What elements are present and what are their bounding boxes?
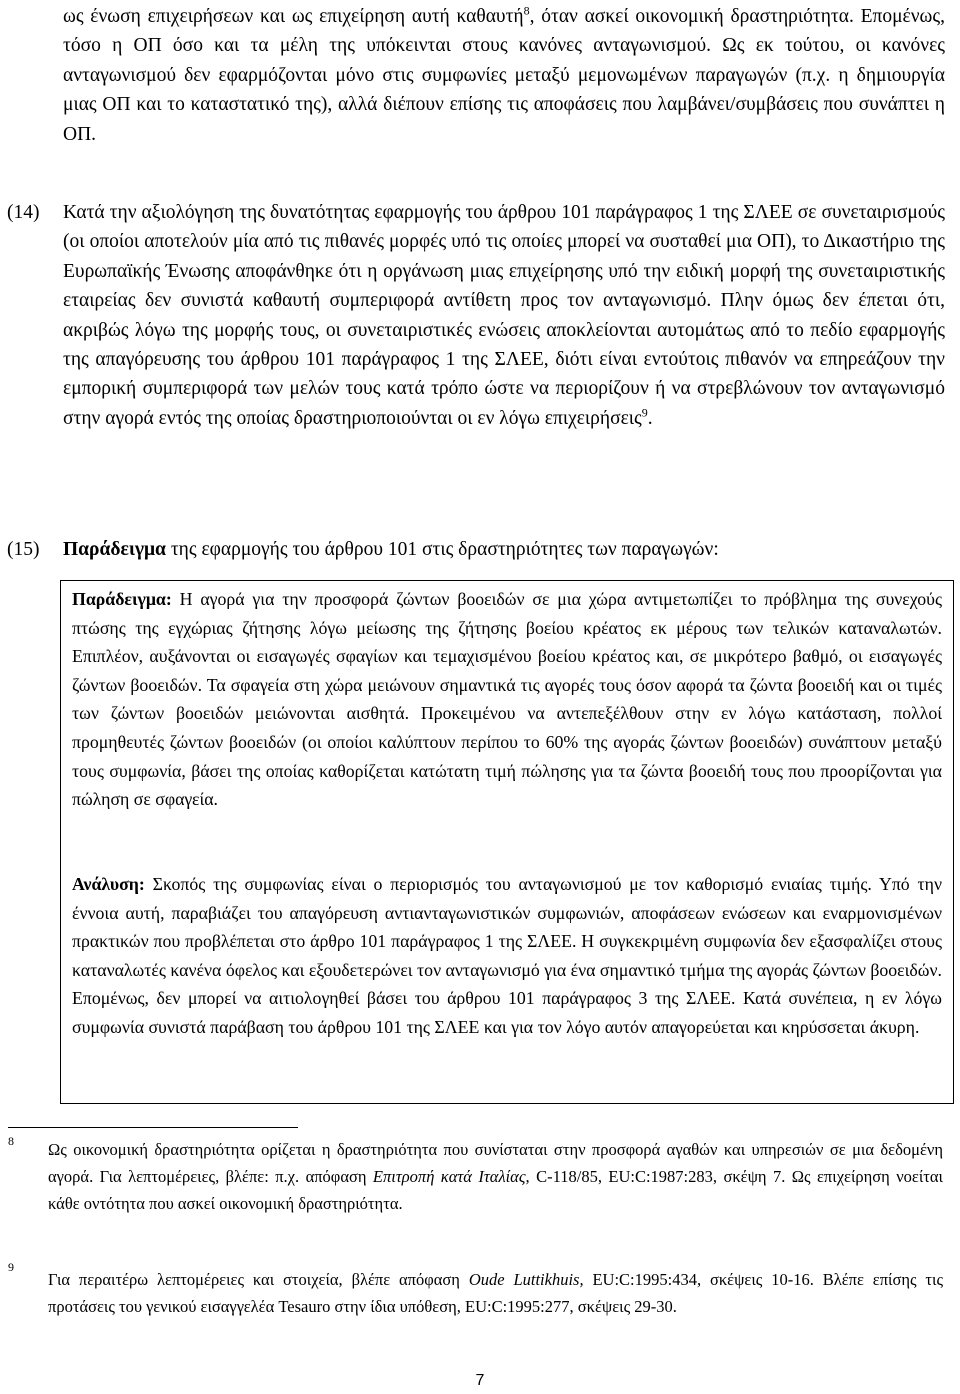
analysis-paragraph [72, 870, 942, 1042]
footnote-9-case-name: Oude Luttikhuis, [468, 1270, 584, 1289]
footnote-9-text-2: EU:C:1995:434, σκέψεις 10-16. Βλέπε επίσης τις προτάσεις του γενικού εισαγγελέα Tesauro στην ίδια υπόθεση, EU:C:1995:277, σκέψεις 29-30. [48, 1270, 944, 1317]
paragraph-14 [63, 198, 945, 433]
paragraph-15-bold: Παράδειγμα [63, 539, 166, 560]
analysis-text: Σκοπός της συμφωνίας είναι ο περιορισμός του ανταγωνισμού με τον καθορισμό ενιαίας τιμής. Υπό την έννοια αυτή, παραβιάζει του απαγόρευση αντιανταγωνιστικών συμφωνιών, αποφάσεων ενώσεων και εναρμονισμένων πρακτικών που προβλέπεται στο άρθρο 101 παράγραφος 1 της ΣΛΕΕ. Η συγκεκριμένη συμφωνία δεν εξασφαλίζει στους καταναλωτές κανένα όφελος και εξουδετερώνει τον ανταγωνισμό για ένα σημαντικό τμήμα της αγοράς ζώντων βοοειδών. Επομένως, δεν μπορεί να αιτιολογηθεί βάσει του άρθρου 101 παράγραφος 3 της ΣΛΕΕ. Κατά συνέπεια, η εν λόγω συμφωνία συνιστά παράβαση του άρθρου 101 της ΣΛΕΕ και για τον λόγο αυτόν απαγορεύεται και κηρύσσεται άκυρη. [72, 874, 942, 1037]
page-number: 7 [475, 1372, 485, 1389]
intro-text-2: , όταν ασκεί οικονομική δραστηριότητα. Επομένως, τόσο η ΟΠ όσο και τα μέλη της υπόκεινται στους κανόνες ανταγωνισμού. Ως εκ τούτου, οι κανόνες ανταγωνισμού δεν εφαρμόζονται μόνο στις συμφωνίες μεταξύ μεμονωμένων παραγωγών (π.χ. η δημιουργία μιας ΟΠ και το καταστατικό της), αλλά διέπουν επίσης τις αποφάσεις που λαμβάνει/συμβάσεις που συνάπτει η ΟΠ. [63, 6, 945, 145]
example-paragraph [72, 585, 942, 814]
footnote-9 [48, 1266, 943, 1320]
paragraph-15-text: της εφαρμογής του άρθρου 101 στις δραστηριότητες των παραγωγών: [165, 539, 719, 560]
footnote-9-text-1: Για περαιτέρω λεπτομέρειες και στοιχεία, βλέπε απόφαση [48, 1270, 469, 1289]
example-box [60, 580, 954, 1104]
footnote-8-text-1: Ως οικονομική δραστηριότητα ορίζεται η δραστηριότητα που συνίσταται στην προσφορά αγαθών και υπηρεσιών σε μια δεδομένη αγορά. Για λεπτομέρειες, βλέπε: π.χ. απόφαση [48, 1140, 943, 1187]
footnote-ref-8[interactable]: 8 [523, 3, 530, 18]
intro-text-1: ως ένωση επιχειρήσεων και ως επιχείρηση αυτή καθαυτή [63, 6, 524, 27]
paragraph-15 [63, 535, 945, 564]
footnote-8-case-name: Επιτροπή κατά Ιταλίας [372, 1167, 526, 1187]
paragraph-14-end: . [647, 407, 653, 429]
analysis-label: Ανάλυση: [72, 874, 145, 894]
footnote-divider [8, 1127, 298, 1128]
intro-paragraph [63, 2, 945, 149]
example-label: Παράδειγμα: [72, 589, 172, 609]
footnote-8 [48, 1136, 943, 1218]
footnote-9-number: 9 [8, 1260, 14, 1274]
footnote-ref-9[interactable]: 9 [641, 405, 648, 420]
footnote-8-number: 8 [8, 1134, 14, 1148]
example-text: Η αγορά για την προσφορά ζώντων βοοειδών σε μια χώρα αντιμετωπίζει το πρόβλημα της συνεχούς πτώσης της εγχώριας ζήτησης λόγω μείωσης της ζήτησης βοείου κρέατος εκ μέρους των τελικών καταναλωτών. Επιπλέον, αυξάνονται οι εισαγωγές σφαγίων και τεμαχισμένου βοείου κρέατος και, σε μικρότερο βαθμό, οι εισαγωγές ζώντων βοοειδών. Τα σφαγεία στη χώρα μειώνουν σημαντικά τις αγορές τους όσον αφορά τα ζώντα βοοειδή και οι τιμές των ζώντων βοοειδών μειώνονται αισθητά. Προκειμένου να αντεπεξέλθουν στην εν λόγω κατάσταση, πολλοί προμηθευτές ζώντων βοοειδών (οι οποίοι καλύπτουν περίπου το 60% της αγοράς ζώντων βοοειδών) συνάπτουν μεταξύ τους συμφωνία, βάσει της οποίας καθορίζεται κατώτατη τιμή πώλησης για τα ζώντα βοοειδή τους που προορίζονται για πώληση σε σφαγεία. [72, 589, 942, 810]
footnote-8-text-2: , C-118/85, EU:C:1987:283, σκέψη 7. Ως επιχείρηση νοείται κάθε οντότητα που ασκεί οικονομική δραστηριότητα. [48, 1167, 943, 1214]
paragraph-14-text: Κατά την αξιολόγηση της δυνατότητας εφαρμογής του άρθρου 101 παράγραφος 1 της ΣΛΕΕ σε συνεταιρισμούς (οι οποίοι αποτελούν μία από τις πιθανές μορφές υπό τις οποίες μπορεί να συσταθεί μια ΟΠ), το Δικαστήριο της Ευρωπαϊκής Ένωσης αποφάνθηκε ότι η οργάνωση μιας επιχείρησης υπό την ειδική μορφή της συνεταιριστικής εταιρείας δεν συνιστά καθαυτή συμπεριφορά αντίθετη προς τον ανταγωνισμό. Πλην όμως δεν έπεται ότι, ακριβώς λόγω της μορφής τους, οι συνεταιριστικές ενώσεις αποκλείονται αυτομάτως από το πεδίο εφαρμογής της απαγόρευσης του άρθρου 101 παράγραφος 1 της ΣΛΕΕ, διότι είναι εντούτοις πιθανόν να επηρεάζουν την εμπορική συμπεριφορά των μελών τους κατά τρόπο ώστε να περιορίζουν ή να στρεβλώνουν τον ανταγωνισμό στην αγορά εντός της οποίας δραστηριοποιούνται οι εν λόγω επιχειρήσεις [63, 202, 945, 429]
paragraph-number-14: (14) [7, 202, 40, 223]
paragraph-number-15: (15) [7, 539, 40, 560]
